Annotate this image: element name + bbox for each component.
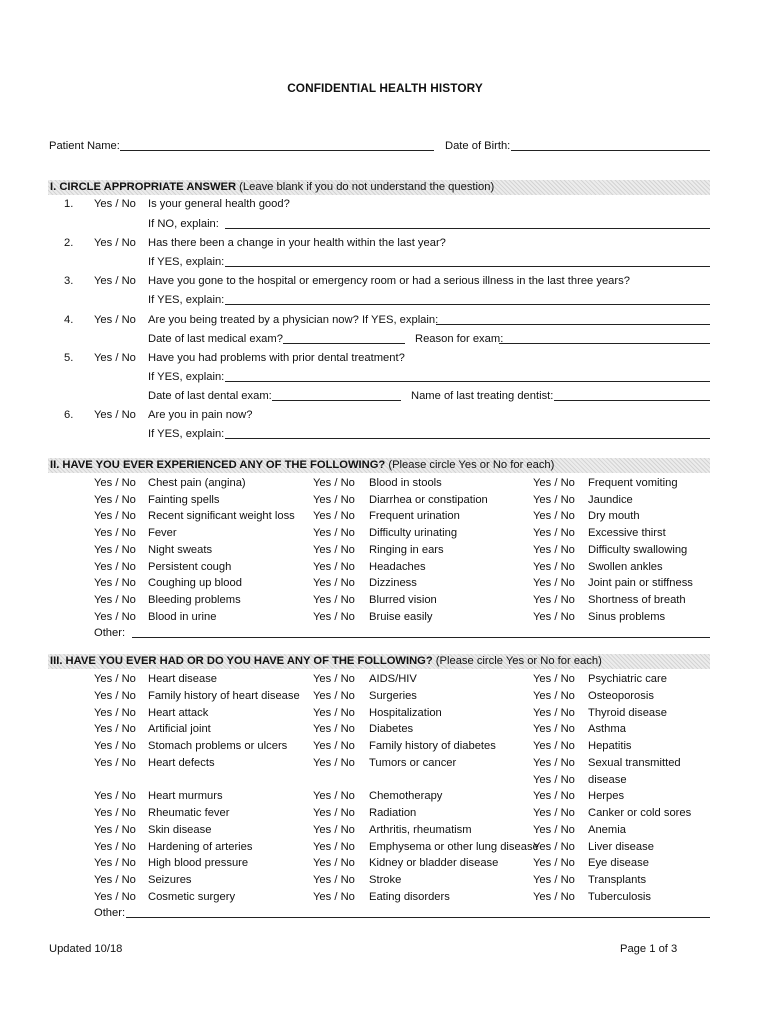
yes-no-choice[interactable]: Yes / No bbox=[533, 756, 575, 769]
patient-name-field[interactable] bbox=[120, 150, 434, 151]
yes-no-choice[interactable]: Yes / No bbox=[313, 807, 355, 819]
checklist-row bbox=[0, 688, 770, 704]
checklist-row bbox=[0, 872, 770, 888]
condition-label: Recent significant weight loss bbox=[148, 510, 295, 523]
question-6-explain bbox=[0, 426, 770, 442]
condition-label: Swollen ankles bbox=[588, 560, 663, 573]
question-number: 1. bbox=[64, 198, 74, 210]
yes-no-choice[interactable]: Yes / No bbox=[94, 807, 136, 819]
condition-label: Heart murmurs bbox=[148, 790, 223, 803]
yes-no-choice[interactable]: Yes / No bbox=[313, 543, 355, 556]
yes-no-choice[interactable]: Yes / No bbox=[533, 610, 575, 623]
yes-no-choice[interactable]: Yes / No bbox=[313, 740, 355, 752]
section-3-heading: III. HAVE YOU EVER HAD OR DO YOU HAVE ANY OF THE FOLLOWING? bbox=[50, 655, 433, 667]
checklist-row bbox=[0, 492, 770, 508]
yes-no-choice[interactable]: Yes / No bbox=[313, 577, 355, 590]
condition-label: Sinus problems bbox=[588, 610, 666, 623]
condition-label: Shortness of breath bbox=[588, 593, 686, 606]
question-1-explain bbox=[0, 216, 770, 232]
checklist-row bbox=[0, 755, 770, 771]
condition-label: disease bbox=[588, 773, 627, 786]
yes-no-choice[interactable]: Yes / No bbox=[313, 593, 355, 606]
yes-no-choice[interactable]: Yes / No bbox=[533, 840, 575, 853]
checklist-row bbox=[0, 508, 770, 524]
condition-label: Liver disease bbox=[588, 840, 654, 853]
question-number: 4. bbox=[64, 314, 74, 326]
checklist-row bbox=[0, 575, 770, 591]
yes-no-choice[interactable]: Yes / No bbox=[94, 577, 136, 590]
condition-label: Frequent vomiting bbox=[588, 477, 678, 489]
checklist-row bbox=[0, 592, 770, 608]
condition-label: Arthritis, rheumatism bbox=[369, 823, 472, 836]
condition-label: Persistent cough bbox=[148, 560, 232, 573]
condition-label: Diarrhea or constipation bbox=[369, 493, 488, 506]
yes-no-choice[interactable]: Yes / No bbox=[533, 593, 575, 606]
condition-label: Anemia bbox=[588, 823, 626, 836]
patient-name-label: Patient Name: bbox=[49, 140, 120, 152]
yes-no-choice[interactable]: Yes / No bbox=[313, 823, 355, 836]
question-5-details bbox=[0, 388, 770, 404]
condition-label: Dizziness bbox=[369, 577, 417, 590]
checklist-row bbox=[0, 705, 770, 721]
other-field[interactable] bbox=[126, 917, 710, 918]
reason-exam-field[interactable] bbox=[499, 343, 710, 344]
yes-no-choice[interactable]: Yes / No bbox=[533, 823, 575, 836]
yes-no-choice[interactable]: Yes / No bbox=[94, 314, 136, 326]
yes-no-choice[interactable]: Yes / No bbox=[313, 706, 355, 719]
yes-no-choice[interactable]: Yes / No bbox=[94, 510, 136, 523]
checklist-row bbox=[0, 671, 770, 687]
checklist-row bbox=[0, 721, 770, 737]
yes-no-choice[interactable]: Yes / No bbox=[94, 543, 136, 556]
yes-no-choice[interactable]: Yes / No bbox=[94, 874, 136, 886]
condition-label: Transplants bbox=[588, 874, 647, 886]
condition-label: Ringing in ears bbox=[369, 543, 444, 556]
question-2 bbox=[0, 235, 770, 251]
section-2-heading: II. HAVE YOU EVER EXPERIENCED ANY OF THE FOLLOWING? bbox=[50, 459, 386, 471]
question-4 bbox=[0, 312, 770, 328]
dob-label: Date of Birth: bbox=[445, 140, 511, 152]
checklist-row bbox=[0, 738, 770, 754]
condition-label: Tumors or cancer bbox=[369, 756, 457, 769]
yes-no-choice[interactable]: Yes / No bbox=[94, 689, 136, 702]
question-text: Are you being treated by a physician now? If YES, explain: bbox=[148, 314, 439, 326]
yes-no-choice[interactable]: Yes / No bbox=[94, 610, 136, 623]
yes-no-choice[interactable]: Yes / No bbox=[533, 527, 575, 540]
patient-info-row bbox=[0, 138, 770, 154]
yes-no-choice[interactable]: Yes / No bbox=[94, 493, 136, 506]
dental-exam-date-field[interactable] bbox=[272, 400, 401, 401]
yes-no-choice[interactable]: Yes / No bbox=[94, 740, 136, 752]
yes-no-choice[interactable]: Yes / No bbox=[94, 723, 136, 736]
question-text: Have you had problems with prior dental treatment? bbox=[148, 352, 405, 364]
condition-label: Night sweats bbox=[148, 543, 213, 556]
yes-no-choice[interactable]: Yes / No bbox=[313, 527, 355, 540]
checklist-row bbox=[0, 609, 770, 625]
condition-label: Hardening of arteries bbox=[148, 840, 253, 853]
condition-label: Chemotherapy bbox=[369, 790, 443, 803]
condition-label: Kidney or bladder disease bbox=[369, 857, 499, 870]
question-number: 2. bbox=[64, 237, 74, 249]
yes-no-choice[interactable]: Yes / No bbox=[313, 723, 355, 736]
yes-no-choice[interactable]: Yes / No bbox=[533, 740, 575, 752]
condition-label: Osteoporosis bbox=[588, 689, 654, 702]
condition-label: Heart defects bbox=[148, 756, 215, 769]
yes-no-choice[interactable]: Yes / No bbox=[94, 198, 136, 210]
question-3-explain bbox=[0, 292, 770, 308]
dental-exam-label: Date of last dental exam: bbox=[148, 390, 272, 402]
yes-no-choice[interactable]: Yes / No bbox=[533, 857, 575, 870]
checklist-row bbox=[0, 822, 770, 838]
explain-field[interactable] bbox=[225, 228, 710, 229]
explain-field[interactable] bbox=[436, 324, 710, 325]
yes-no-choice[interactable]: Yes / No bbox=[94, 560, 136, 573]
condition-label: Blurred vision bbox=[369, 593, 437, 606]
section-3-header-text bbox=[50, 654, 602, 669]
yes-no-choice[interactable]: Yes / No bbox=[94, 527, 136, 540]
yes-no-choice[interactable]: Yes / No bbox=[313, 560, 355, 573]
question-text: Have you gone to the hospital or emergency room or had a serious illness in the last three years? bbox=[148, 275, 630, 287]
yes-no-choice[interactable]: Yes / No bbox=[313, 790, 355, 803]
condition-label: Bleeding problems bbox=[148, 593, 241, 606]
yes-no-choice[interactable]: Yes / No bbox=[94, 237, 136, 249]
explain-field[interactable] bbox=[225, 304, 710, 305]
other-field[interactable] bbox=[132, 637, 710, 638]
yes-no-choice[interactable]: Yes / No bbox=[533, 874, 575, 886]
condition-label: Bruise easily bbox=[369, 610, 433, 623]
condition-label: Sexual transmitted bbox=[588, 756, 681, 769]
condition-label: Fever bbox=[148, 527, 177, 540]
question-number: 3. bbox=[64, 275, 74, 287]
checklist-row bbox=[0, 788, 770, 804]
condition-label: Heart attack bbox=[148, 706, 209, 719]
condition-label: Artificial joint bbox=[148, 723, 211, 736]
condition-label: Skin disease bbox=[148, 823, 212, 836]
yes-no-choice[interactable]: Yes / No bbox=[533, 890, 575, 903]
yes-no-choice[interactable]: Yes / No bbox=[313, 756, 355, 769]
checklist-row bbox=[0, 542, 770, 558]
yes-no-choice[interactable]: Yes / No bbox=[94, 840, 136, 853]
explain-field[interactable] bbox=[225, 381, 710, 382]
yes-no-choice[interactable]: Yes / No bbox=[313, 477, 355, 489]
question-text: Is your general health good? bbox=[148, 198, 290, 210]
condition-label: Eating disorders bbox=[369, 890, 450, 903]
yes-no-choice[interactable]: Yes / No bbox=[313, 673, 355, 685]
question-6 bbox=[0, 407, 770, 423]
checklist-row bbox=[0, 839, 770, 855]
question-3 bbox=[0, 273, 770, 289]
condition-label: Difficulty swallowing bbox=[588, 543, 688, 556]
condition-label: Diabetes bbox=[369, 723, 414, 736]
reason-exam-label: Reason for exam: bbox=[415, 333, 504, 345]
section-1-note: (Leave blank if you do not understand the question) bbox=[239, 181, 495, 193]
checklist-row bbox=[0, 772, 770, 788]
condition-label: Frequent urination bbox=[369, 510, 460, 523]
question-number: 5. bbox=[64, 352, 74, 364]
updated-date: Updated 10/18 bbox=[49, 943, 123, 955]
explain-field[interactable] bbox=[225, 266, 710, 267]
condition-label: Cosmetic surgery bbox=[148, 890, 236, 903]
yes-no-choice[interactable]: Yes / No bbox=[94, 673, 136, 685]
condition-label: Difficulty urinating bbox=[369, 527, 458, 540]
yes-no-choice[interactable]: Yes / No bbox=[313, 840, 355, 853]
condition-label: Fainting spells bbox=[148, 493, 220, 506]
yes-no-choice[interactable]: Yes / No bbox=[94, 409, 136, 421]
yes-no-choice[interactable]: Yes / No bbox=[533, 673, 575, 685]
yes-no-choice[interactable]: Yes / No bbox=[533, 790, 575, 803]
medical-exam-date-field[interactable] bbox=[283, 343, 405, 344]
condition-label: Blood in stools bbox=[369, 477, 442, 489]
checklist-row bbox=[0, 855, 770, 871]
section-1-heading: I. CIRCLE APPROPRIATE ANSWER bbox=[50, 181, 237, 193]
page-number: Page 1 of 3 bbox=[620, 943, 678, 955]
condition-label: Surgeries bbox=[369, 689, 417, 702]
condition-label: Blood in urine bbox=[148, 610, 217, 623]
dob-field[interactable] bbox=[511, 150, 710, 151]
yes-no-choice[interactable]: Yes / No bbox=[533, 543, 575, 556]
condition-label: Stroke bbox=[369, 874, 402, 886]
checklist-row bbox=[0, 525, 770, 541]
yes-no-choice[interactable]: Yes / No bbox=[313, 510, 355, 523]
yes-no-choice[interactable]: Yes / No bbox=[313, 857, 355, 870]
question-4-details bbox=[0, 331, 770, 347]
medical-exam-label: Date of last medical exam? bbox=[148, 333, 283, 345]
condition-label: Joint pain or stiffness bbox=[588, 577, 693, 590]
yes-no-choice[interactable]: Yes / No bbox=[313, 890, 355, 903]
yes-no-choice[interactable]: Yes / No bbox=[533, 773, 575, 786]
condition-label: Family history of diabetes bbox=[369, 740, 496, 752]
checklist-row bbox=[0, 889, 770, 905]
yes-no-choice[interactable]: Yes / No bbox=[313, 689, 355, 702]
yes-no-choice[interactable]: Yes / No bbox=[94, 857, 136, 870]
checklist-row bbox=[0, 559, 770, 575]
yes-no-choice[interactable]: Yes / No bbox=[313, 493, 355, 506]
condition-label: Seizures bbox=[148, 874, 192, 886]
form-title: CONFIDENTIAL HEALTH HISTORY bbox=[287, 81, 483, 95]
condition-label: Heart disease bbox=[148, 673, 218, 685]
condition-label: Dry mouth bbox=[588, 510, 640, 523]
yes-no-choice[interactable]: Yes / No bbox=[533, 477, 575, 489]
question-text: Are you in pain now? bbox=[148, 409, 253, 421]
condition-label: Coughing up blood bbox=[148, 577, 242, 590]
explain-label: If YES, explain: bbox=[148, 371, 225, 383]
condition-label: Family history of heart disease bbox=[148, 689, 300, 702]
explain-label: If YES, explain: bbox=[148, 256, 225, 268]
explain-label: If YES, explain: bbox=[148, 294, 225, 306]
condition-label: AIDS/HIV bbox=[369, 673, 417, 685]
section-2-header-text bbox=[50, 458, 554, 473]
yes-no-choice[interactable]: Yes / No bbox=[94, 756, 136, 769]
yes-no-choice[interactable]: Yes / No bbox=[533, 807, 575, 819]
yes-no-choice[interactable]: Yes / No bbox=[94, 593, 136, 606]
yes-no-choice[interactable]: Yes / No bbox=[94, 275, 136, 287]
condition-label: High blood pressure bbox=[148, 857, 249, 870]
yes-no-choice[interactable]: Yes / No bbox=[94, 823, 136, 836]
condition-label: Headaches bbox=[369, 560, 426, 573]
question-2-explain bbox=[0, 254, 770, 270]
yes-no-choice[interactable]: Yes / No bbox=[313, 874, 355, 886]
condition-label: Hepatitis bbox=[588, 740, 632, 752]
condition-label: Hospitalization bbox=[369, 706, 442, 719]
explain-field[interactable] bbox=[225, 438, 710, 439]
condition-label: Tuberculosis bbox=[588, 890, 652, 903]
yes-no-choice[interactable]: Yes / No bbox=[533, 510, 575, 523]
yes-no-choice[interactable]: Yes / No bbox=[313, 610, 355, 623]
other-label: Other: bbox=[94, 627, 126, 639]
section-3-note: (Please circle Yes or No for each) bbox=[435, 655, 602, 667]
yes-no-choice[interactable]: Yes / No bbox=[533, 493, 575, 506]
yes-no-choice[interactable]: Yes / No bbox=[94, 477, 136, 489]
section-2-note: (Please circle Yes or No for each) bbox=[388, 459, 555, 471]
condition-label: Psychiatric care bbox=[588, 673, 667, 685]
explain-label: If YES, explain: bbox=[148, 428, 225, 440]
condition-label: Asthma bbox=[588, 723, 626, 736]
checklist-row bbox=[0, 805, 770, 821]
checklist-row bbox=[0, 475, 770, 491]
condition-label: Radiation bbox=[369, 807, 417, 819]
other-label: Other: bbox=[94, 907, 126, 919]
yes-no-choice[interactable]: Yes / No bbox=[533, 577, 575, 590]
yes-no-choice[interactable]: Yes / No bbox=[533, 723, 575, 736]
section-3-other-row bbox=[0, 905, 770, 921]
question-1 bbox=[0, 196, 770, 212]
section-1-header-text bbox=[50, 180, 494, 195]
condition-label: Rheumatic fever bbox=[148, 807, 230, 819]
yes-no-choice[interactable]: Yes / No bbox=[533, 560, 575, 573]
question-number: 6. bbox=[64, 409, 74, 421]
condition-label: Excessive thirst bbox=[588, 527, 666, 540]
yes-no-choice[interactable]: Yes / No bbox=[94, 790, 136, 803]
section-2-other-row bbox=[0, 625, 770, 641]
dentist-name-label: Name of last treating dentist: bbox=[411, 390, 554, 402]
question-5 bbox=[0, 350, 770, 366]
condition-label: Eye disease bbox=[588, 857, 649, 870]
condition-label: Herpes bbox=[588, 790, 625, 803]
condition-label: Thyroid disease bbox=[588, 706, 667, 719]
yes-no-choice[interactable]: Yes / No bbox=[94, 890, 136, 903]
question-5-explain bbox=[0, 369, 770, 385]
yes-no-choice[interactable]: Yes / No bbox=[94, 706, 136, 719]
yes-no-choice[interactable]: Yes / No bbox=[94, 352, 136, 364]
explain-label: If NO, explain: bbox=[148, 218, 219, 230]
condition-label: Canker or cold sores bbox=[588, 807, 692, 819]
question-text: Has there been a change in your health within the last year? bbox=[148, 237, 446, 249]
dentist-name-field[interactable] bbox=[554, 400, 710, 401]
condition-label: Stomach problems or ulcers bbox=[148, 740, 288, 752]
condition-label: Emphysema or other lung disease bbox=[369, 840, 539, 853]
yes-no-choice[interactable]: Yes / No bbox=[533, 706, 575, 719]
condition-label: Chest pain (angina) bbox=[148, 477, 246, 489]
condition-label: Jaundice bbox=[588, 493, 633, 506]
yes-no-choice[interactable]: Yes / No bbox=[533, 689, 575, 702]
